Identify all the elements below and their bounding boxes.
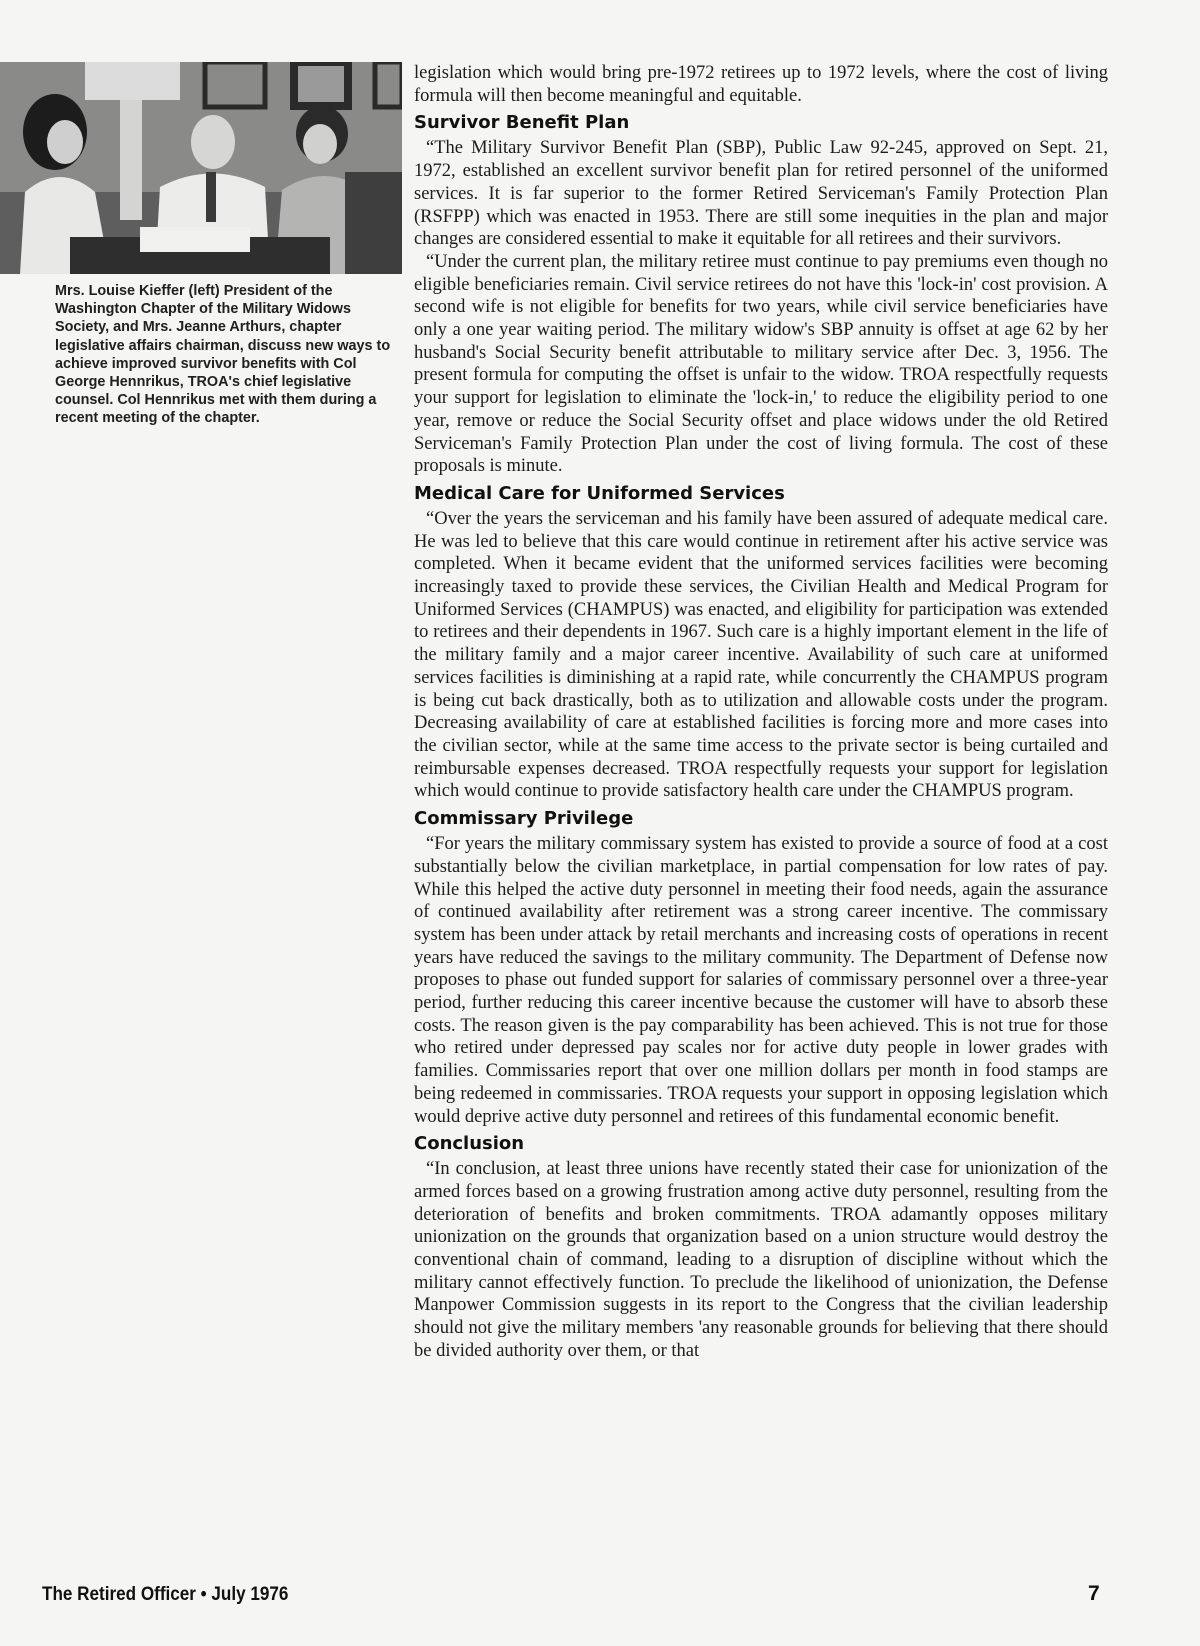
paragraph: “For years the military commissary system has existed to provide a source of food at a cost substantially below the civilian marketplace, in partial compensation for low rates of pay. While this helped the active duty personnel in meeting their food needs, again the assurance of continued availability after retirement was a strong career incentive. The commissary system has been under attack by retail merchants and increasing costs of operations in recent years have reduced the savings to the military community. The Department of Defense now proposes to phase out funded support for salaries of commissary personnel over a three-year period, further reducing this career incentive because the customer will have to absorb these costs. The reason given is the pay comparability has been achieved. This is not true for those who retired under depressed pay scales nor for active duty people in lower grades with families. Commissaries report that over one million dollars per month in food stamps are being redeemed in commissaries. TROA requests your support in opposing legislation which would deprive active duty personnel and retirees of this fundamental economic benefit. — [414, 834, 1108, 1127]
section-heading: Conclusion — [414, 1133, 525, 1155]
section-heading: Commissary Privilege — [414, 808, 634, 830]
paragraph: “Over the years the serviceman and his family have been assured of adequate medical care. He was led to believe that this care would continue in retirement after his active service was completed. When it became evident that the uniformed services facilities were becoming increasingly taxed to provide these services, the Civilian Health and Medical Program for Uniformed Services (CHAMPUS) was enacted, and eligibility for participation was extended to retirees and their dependents in 1967. Such care is a highly important element in the life of the military family and a major career incentive. Availability of such care at uniformed services facilities is diminishing at a rapid rate, while concurrently the CHAMPUS program is being cut back drastically, both as to utilization and allowable costs under the program. Decreasing availability of care at established facilities is forcing more and more cases into the civilian sector, while at the same time access to the private sector is being curtailed and reimbursable expenses decreased. TROA respectfully requests your support for legislation which would continue to provide satisfactory health care under the CHAMPUS program. — [414, 508, 1108, 802]
publication-footer: The Retired Officer • July 1976 — [42, 1584, 289, 1605]
photo-caption: Mrs. Louise Kieffer (left) President of the Washington Chapter of the Military Widows Society, and Mrs. Jeanne Arthurs, chapter legislative affairs chairman, discuss new ways to achieve improved survivor benefits with Col George Hennrikus, TROA's chief legislative counsel. Col Hennrikus met with them during a recent meeting of the chapter. — [55, 283, 391, 427]
section-heading: Medical Care for Uniformed Services — [414, 482, 785, 504]
paragraph: “Under the current plan, the military retiree must continue to pay premiums even though no eligible beneficiaries remain. Civil service retirees do not have this 'lock-in' cost provision. A second wife is not eligible for benefits for two years, while civil service beneficiaries have only a one year waiting period. The military widow's SBP annuity is offset at age 62 by her husband's Social Security benefit attributable to military service after Dec. 3, 1956. The present formula for computing the offset is unfair to the widow. TROA respectfully requests your support for legislation to eliminate the 'lock-in,' to reduce the eligibility period to one year, remove or reduce the Social Security offset and place widows under the old Retired Serviceman's Family Protection Plan under the cost of living formula. The cost of these proposals is minute. — [414, 251, 1108, 477]
page-number: 7 — [1088, 1582, 1100, 1605]
article-column — [414, 62, 1108, 1363]
paragraph: “In conclusion, at least three unions have recently stated their case for unionization of the armed forces based on a growing frustration among active duty personnel, resulting from the deterioration of benefits and broken commitments. TROA adamantly opposes military unionization on the grounds that organization based on a union structure would destroy the conventional chain of command, leading to a disruption of discipline without which the military cannot effectively function. To preclude the likelihood of unionization, the Defense Manpower Commission suggests in its report to the Congress that the civilian leadership should not give the military members 'any reasonable grounds for believing that there should be divided authority over them, or that — [414, 1159, 1108, 1361]
paragraph: “The Military Survivor Benefit Plan (SBP), Public Law 92-245, approved on Sept. 21, 1972, established an excellent survivor benefit plan for retired personnel of the uniformed services. It is far superior to the former Retired Serviceman's Family Protection Plan (RSFPP) which was enacted in 1953. There are still some inequities in the plan and major changes are considered essential to make it equitable for all retirees and their survivors. — [414, 138, 1108, 250]
photo — [0, 62, 402, 274]
meeting-photo — [0, 62, 402, 274]
section-heading: Survivor Benefit Plan — [414, 112, 630, 134]
intro-paragraph: legislation which would bring pre-1972 retirees up to 1972 levels, where the cost of living formula will then become meaningful and equitable. — [414, 63, 1108, 106]
